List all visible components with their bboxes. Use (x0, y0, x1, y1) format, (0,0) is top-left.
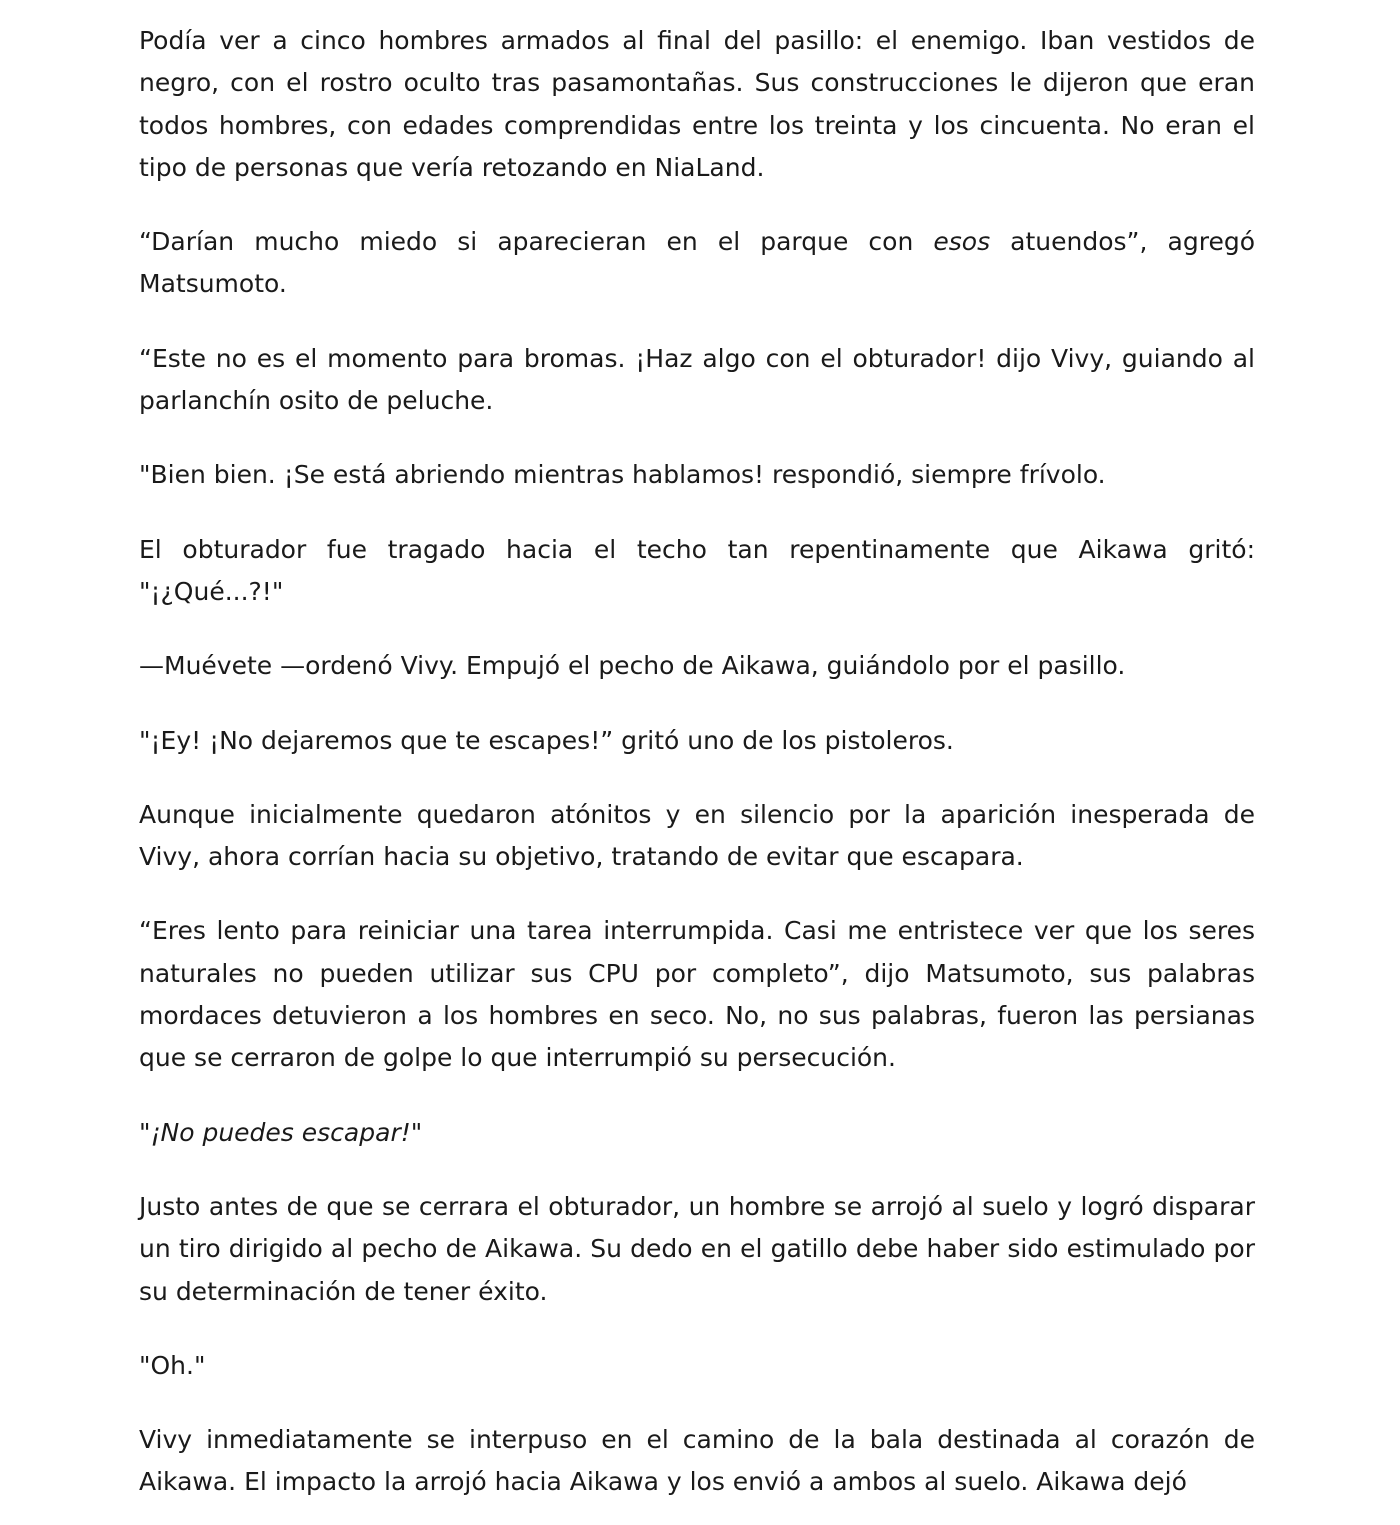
paragraph: Vivy inmediatamente se interpuso en el camino de la bala destinada al corazón de Aikawa. El impacto la arrojó hacia Aikawa y los envió a ambos al suelo. Aikawa dejó (139, 1425, 1255, 1497)
italic-paragraph: "¡No puedes escapar!" (139, 1117, 423, 1147)
paragraph: “Este no es el momento para bromas. ¡Haz algo con el obturador! dijo Vivy, guiando al parlanchín osito de peluche. (139, 343, 1255, 416)
paragraph: "¡Ey! ¡No dejaremos que te escapes!” gritó uno de los pistoleros. (139, 725, 954, 755)
paragraph: Podía ver a cinco hombres armados al final del pasillo: el enemigo. Iban vestidos de negro, con el rostro oculto tras pasamontañas. Sus construcciones le dijeron que eran todos hombres, con edades comprendidas entre los treinta y los cincuenta. No eran el tipo de personas que vería retozando en NiaLand. (139, 26, 1255, 182)
paragraph: "Bien bien. ¡Se está abriendo mientras hablamos! respondió, siempre frívolo. (139, 460, 1106, 490)
paragraph-text: “Darían mucho miedo si aparecieran en el parque con (139, 227, 934, 257)
paragraph: "Oh." (139, 1350, 206, 1380)
document-page (139, 20, 1255, 1504)
paragraph: Justo antes de que se cerrara el obturador, un hombre se arrojó al suelo y logró disparar un tiro dirigido al pecho de Aikawa. Su dedo en el gatillo debe haber sido estimulado por su determinación de tener éxito. (139, 1191, 1255, 1306)
paragraph: Aunque inicialmente quedaron atónitos y en silencio por la aparición inesperada de Vivy, ahora corrían hacia su objetivo, tratando de evitar que escapara. (139, 799, 1255, 872)
paragraph: “Eres lento para reiniciar una tarea interrumpida. Casi me entristece ver que los seres naturales no pueden utilizar sus CPU por completo”, dijo Matsumoto, sus palabras mordaces detuvieron a los hombres en seco. No, no sus palabras, fueron las persianas que se cerraron de golpe lo que interrumpió su persecución. (139, 916, 1255, 1073)
paragraph-text: atuendos”, agregó Matsumoto. (139, 227, 1255, 299)
italic-word: esos (933, 227, 991, 257)
paragraph (139, 221, 1255, 306)
paragraph: El obturador fue tragado hacia el techo tan repentinamente que Aikawa gritó: "¡¿Qué...?!" (139, 534, 1255, 606)
paragraph: —Muévete —ordenó Vivy. Empujó el pecho de Aikawa, guiándolo por el pasillo. (139, 651, 1126, 681)
